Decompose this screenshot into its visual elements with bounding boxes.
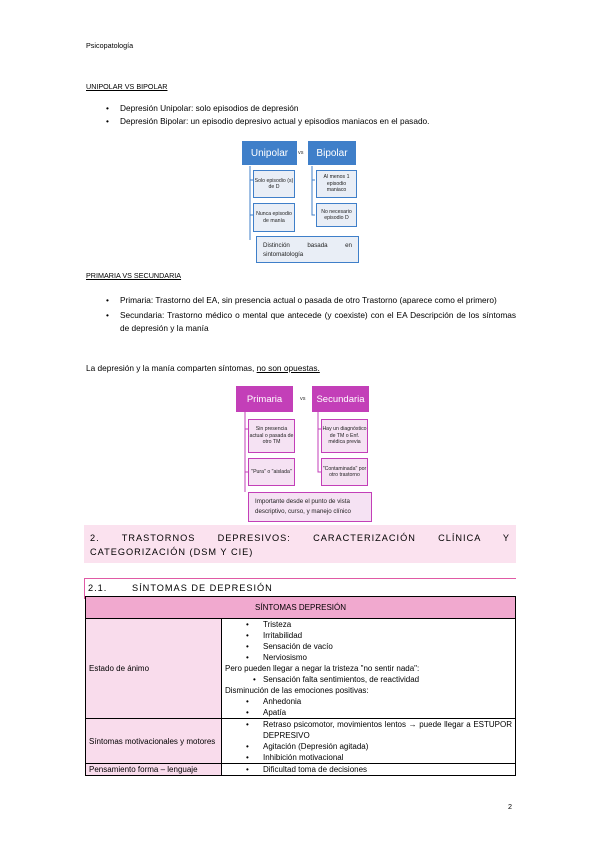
bullet-item: • Primaria: Trastorno del EA, sin presencia actual o pasada de otro Trastorno (aparece como el primero): [106, 294, 516, 307]
list-item: • Apatía: [225, 707, 512, 718]
list-item: • Retraso psicomotor, movimientos lentos → puede llegar a ESTUPOR DEPRESIVO: [225, 719, 512, 741]
content-cell: [222, 619, 516, 719]
list: [225, 619, 512, 663]
table-title-row: [86, 597, 516, 619]
unipolar-bullet-list: [106, 102, 506, 128]
statement-text: La depresión y la manía comparten síntomas,: [86, 363, 257, 373]
primaria-subitem: Sin presencia actual o pasada de otro TM: [248, 419, 295, 453]
list: [225, 696, 512, 718]
page-header-title: Psicopatología: [86, 41, 134, 50]
list: [225, 719, 512, 763]
section-21-rule: [84, 578, 516, 579]
content-cell: [222, 719, 516, 764]
bipolar-subitem: Al menos 1 episodio maniaco: [316, 170, 357, 198]
primaria-note: Importante desde el punto de vista descriptivo, curso, y manejo clínico: [248, 492, 372, 522]
list: [225, 764, 512, 775]
category-cell: Síntomas motivacionales y motores: [86, 719, 222, 764]
section-21-title: SÍNTOMAS DE DEPRESIÓN: [132, 583, 273, 593]
symptoms-table: [85, 596, 516, 776]
list-item: • Tristeza: [225, 619, 512, 630]
table-text: Pero pueden llegar a negar la tristeza "no sentir nada":: [225, 664, 420, 673]
list-item: • Agitación (Depresión agitada): [225, 741, 512, 752]
category-cell: Estado de ánimo: [86, 619, 222, 719]
bullet-item: • Depresión Bipolar: un episodio depresivo actual y episodios maniacos en el pasado.: [106, 115, 506, 128]
secundaria-box: Secundaria: [312, 386, 369, 412]
primaria-bullet-list: [106, 294, 516, 335]
list-item: • Sensación de vacío: [225, 641, 512, 652]
table-row: [86, 764, 516, 776]
section-heading-unipolar: UNIPOLAR VS BIPOLAR: [86, 82, 168, 91]
list-item: • Sensación falta sentimientos, de reactividad: [225, 674, 512, 685]
table-text: Disminución de las emociones positivas:: [225, 686, 369, 695]
bipolar-box: Bipolar: [308, 141, 356, 165]
list-item: • Inhibición motivacional: [225, 752, 512, 763]
list-item: • Anhedonia: [225, 696, 512, 707]
bullet-item: • Secundaria: Trastorno médico o mental que antecede (y coexiste) con el EA Descripción de los síntomas de depresión y la manía: [106, 309, 516, 335]
section-heading-primaria: PRIMARIA VS SECUNDARIA: [86, 271, 182, 280]
unipolar-note: Distinción basada en sintomatología: [256, 236, 359, 263]
unipolar-subitem: Nunca episodio de manía: [253, 203, 295, 232]
list: [225, 674, 512, 685]
bullet-item: • Depresión Unipolar: solo episodios de depresión: [106, 102, 506, 115]
statement-emphasis: no son opuestas.: [256, 363, 320, 373]
bipolar-subitem: No necesario episodio D: [316, 203, 357, 227]
secundaria-subitem: "Contaminada" por otro trastorno: [321, 458, 368, 486]
table-title: SÍNTOMAS DEPRESIÓN: [86, 597, 516, 619]
list-item: • Irritabilidad: [225, 630, 512, 641]
category-cell: Pensamiento forma – lenguaje: [86, 764, 222, 776]
table-row: [86, 719, 516, 764]
page-number: 2: [508, 802, 512, 811]
list-item: • Nerviosismo: [225, 652, 512, 663]
unipolar-subitem: Solo episodio (s) de D: [253, 170, 295, 198]
unipolar-box: Unipolar: [242, 141, 297, 165]
primaria-subitem: "Pura" o "aislada": [248, 458, 295, 486]
section-21-number: 2.1.: [88, 583, 108, 593]
vs-label: vs: [298, 150, 304, 156]
list-item: • Dificultad toma de decisiones: [225, 764, 512, 775]
content-cell: [222, 764, 516, 776]
primaria-box: Primaria: [236, 386, 293, 412]
shared-symptoms-statement: [86, 362, 320, 375]
secundaria-subitem: Hay un diagnóstico de TM o Enf. médica previa: [321, 419, 368, 453]
section-2-title: 2. TRASTORNOS DEPRESIVOS: CARACTERIZACIÓN CLÍNICA Y CATEGORIZACIÓN (DSM Y CIE): [90, 533, 510, 557]
table-row: [86, 619, 516, 719]
vs-label: vs: [300, 396, 306, 402]
